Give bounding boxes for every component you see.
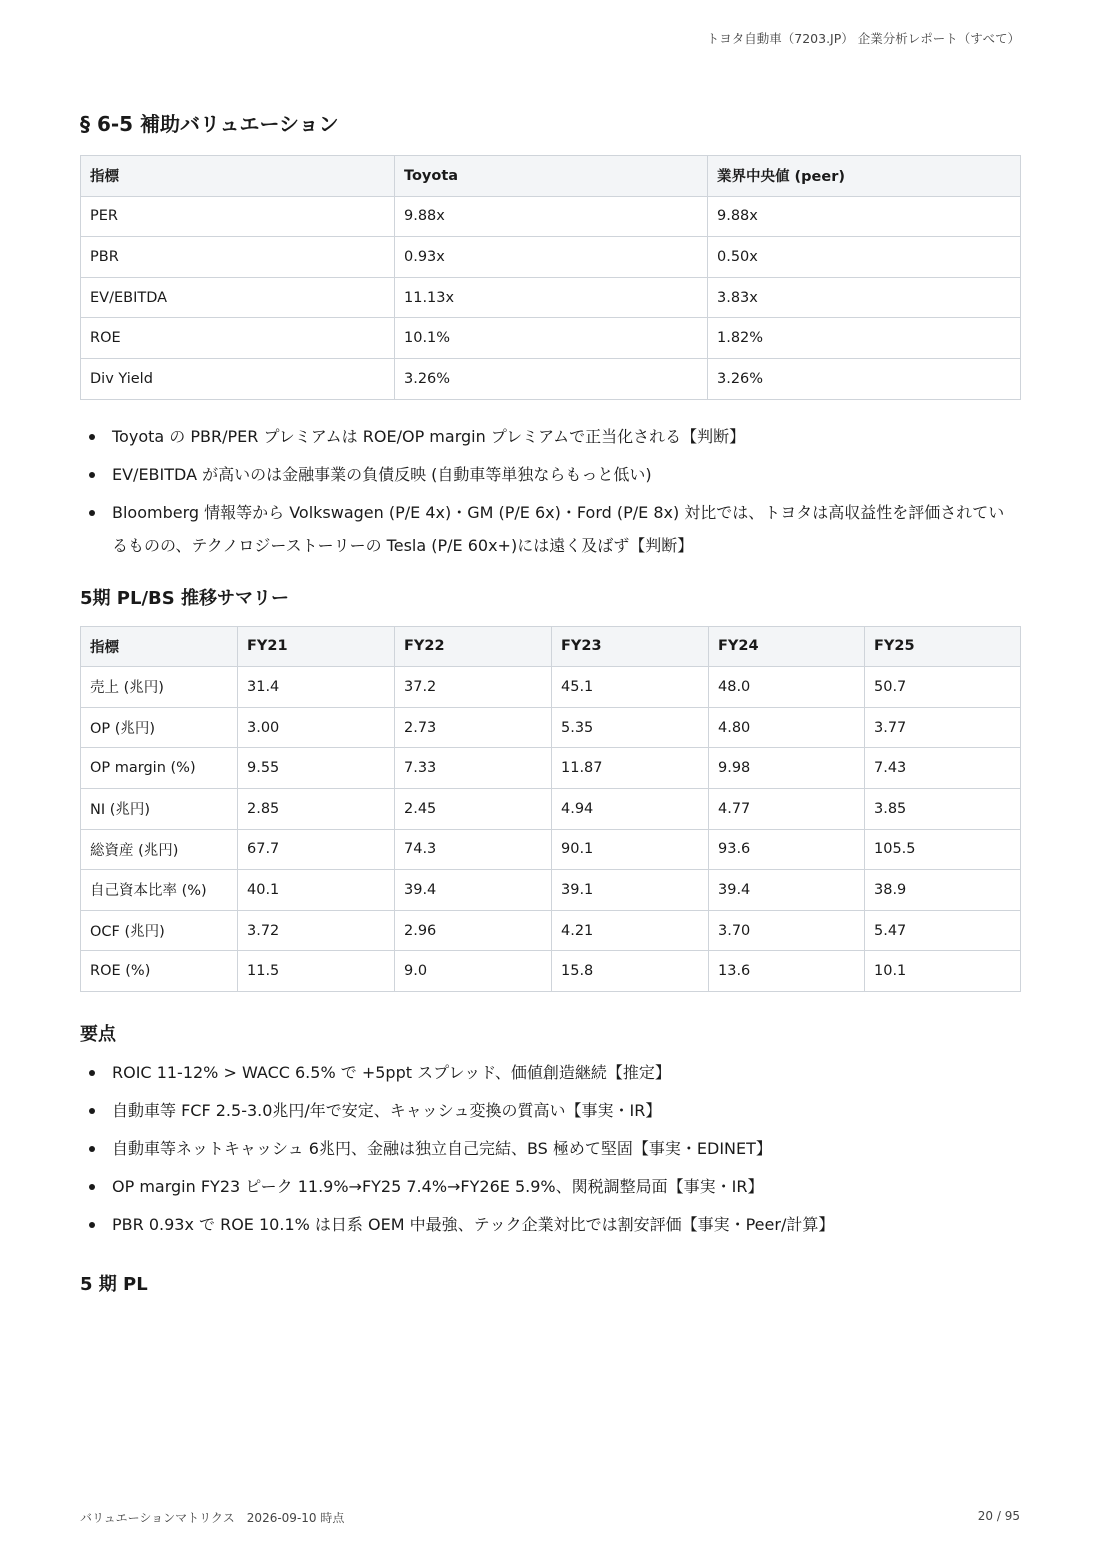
table-row — [81, 707, 1021, 748]
table-cell: 3.00 — [238, 707, 395, 748]
table-cell: 11.5 — [238, 951, 395, 992]
list-item: Bloomberg 情報等から Volkswagen (P/E 4x)・GM (P/E 6x)・Ford (P/E 8x) 対比では、トヨタは高収益性を評価されているものの、テクノロジーストーリーの Tesla (P/E 60x+)には遠く及ばず【判断】 — [80, 496, 1020, 562]
table-cell: Div Yield — [81, 358, 395, 399]
table-row — [81, 237, 1021, 278]
table-row — [81, 788, 1021, 829]
table-cell: 5.47 — [865, 910, 1021, 951]
table-cell: 39.4 — [709, 870, 865, 911]
list-item: ROIC 11-12% > WACC 6.5% で +5ppt スプレッド、価値創造継続【推定】 — [80, 1056, 1020, 1090]
table-cell: 39.4 — [395, 870, 552, 911]
table-cell: 1.82% — [708, 318, 1021, 359]
table-cell: 15.8 — [552, 951, 709, 992]
column-header: 指標 — [81, 626, 238, 667]
valuation-table — [80, 155, 1021, 400]
table-cell: 7.43 — [865, 748, 1021, 789]
page-number: 20 / 95 — [977, 1509, 1020, 1523]
table-cell: 3.85 — [865, 788, 1021, 829]
table-cell: PBR — [81, 237, 395, 278]
table-row — [81, 951, 1021, 992]
column-header: FY24 — [709, 626, 865, 667]
table-row — [81, 318, 1021, 359]
table-cell: NI (兆円) — [81, 788, 238, 829]
table-cell: 2.85 — [238, 788, 395, 829]
table-cell: 2.45 — [395, 788, 552, 829]
table-cell: 9.98 — [709, 748, 865, 789]
table-cell: 11.87 — [552, 748, 709, 789]
table-cell: 4.94 — [552, 788, 709, 829]
table-cell: ROE — [81, 318, 395, 359]
table-row — [81, 667, 1021, 708]
column-header: 業界中央値 (peer) — [708, 156, 1021, 197]
table-cell: 11.13x — [395, 277, 708, 318]
table-cell: 13.6 — [709, 951, 865, 992]
table-cell: 売上 (兆円) — [81, 667, 238, 708]
table-cell: 3.26% — [708, 358, 1021, 399]
table-cell: EV/EBITDA — [81, 277, 395, 318]
page-content — [80, 108, 1020, 1296]
table-cell: 0.93x — [395, 237, 708, 278]
column-header: FY22 — [395, 626, 552, 667]
table-cell: 39.1 — [552, 870, 709, 911]
table-cell: 3.70 — [709, 910, 865, 951]
table-cell: 2.73 — [395, 707, 552, 748]
table-cell: 67.7 — [238, 829, 395, 870]
key-points-title: 要点 — [80, 1023, 116, 1045]
column-header: FY21 — [238, 626, 395, 667]
table-row — [81, 277, 1021, 318]
table-cell: 10.1 — [865, 951, 1021, 992]
table-cell: 2.96 — [395, 910, 552, 951]
table-cell: 48.0 — [709, 667, 865, 708]
table-cell: 3.26% — [395, 358, 708, 399]
column-header: FY23 — [552, 626, 709, 667]
table-cell: 5.35 — [552, 707, 709, 748]
table-header-row — [81, 626, 1021, 667]
summary-table — [80, 626, 1021, 992]
table-cell: 3.77 — [865, 707, 1021, 748]
table-cell: 74.3 — [395, 829, 552, 870]
table-row — [81, 829, 1021, 870]
table-cell: 総資産 (兆円) — [81, 829, 238, 870]
running-header: トヨタ自動車（7203.JP） 企業分析レポート（すべて） — [706, 31, 1020, 46]
table-row — [81, 910, 1021, 951]
table-cell: 9.0 — [395, 951, 552, 992]
table-cell: 90.1 — [552, 829, 709, 870]
table-cell: 4.77 — [709, 788, 865, 829]
table-cell: 0.50x — [708, 237, 1021, 278]
table-cell: ROE (%) — [81, 951, 238, 992]
table-row — [81, 870, 1021, 911]
table-cell: OP margin (%) — [81, 748, 238, 789]
valuation-bullet-list — [80, 420, 1020, 562]
table-cell: 4.80 — [709, 707, 865, 748]
table-cell: 38.9 — [865, 870, 1021, 911]
table-cell: 37.2 — [395, 667, 552, 708]
list-item: Toyota の PBR/PER プレミアムは ROE/OP margin プレミアムで正当化される【判断】 — [80, 420, 1020, 454]
column-header: FY25 — [865, 626, 1021, 667]
table-cell: 50.7 — [865, 667, 1021, 708]
table-row — [81, 748, 1021, 789]
table-cell: OP (兆円) — [81, 707, 238, 748]
table-cell: 93.6 — [709, 829, 865, 870]
table-cell: PER — [81, 196, 395, 237]
footer-section-label: バリュエーションマトリクス 2026-09-10 時点 — [80, 1511, 345, 1525]
table-cell: 4.21 — [552, 910, 709, 951]
list-item: OP margin FY23 ピーク 11.9%→FY25 7.4%→FY26E 5.9%、関税調整局面【事実・IR】 — [80, 1170, 1020, 1204]
table-cell: 40.1 — [238, 870, 395, 911]
table-header-row — [81, 156, 1021, 197]
table-row — [81, 196, 1021, 237]
list-item: 自動車等 FCF 2.5-3.0兆円/年で安定、キャッシュ変換の質高い【事実・IR】 — [80, 1094, 1020, 1128]
table-row — [81, 358, 1021, 399]
key-points-list — [80, 1056, 1020, 1242]
pl-section-title: 5 期 PL — [80, 1273, 148, 1295]
list-item: 自動車等ネットキャッシュ 6兆円、金融は独立自己完結、BS 極めて堅固【事実・EDINET】 — [80, 1132, 1020, 1166]
table-cell: 3.72 — [238, 910, 395, 951]
table-cell: OCF (兆円) — [81, 910, 238, 951]
valuation-section-title: § 6-5 補助バリュエーション — [80, 112, 339, 136]
table-cell: 自己資本比率 (%) — [81, 870, 238, 911]
column-header: 指標 — [81, 156, 395, 197]
list-item: PBR 0.93x で ROE 10.1% は日系 OEM 中最強、テック企業対比では割安評価【事実・Peer/計算】 — [80, 1208, 1020, 1242]
table-cell: 9.88x — [708, 196, 1021, 237]
table-cell: 10.1% — [395, 318, 708, 359]
table-cell: 9.55 — [238, 748, 395, 789]
table-cell: 31.4 — [238, 667, 395, 708]
table-cell: 7.33 — [395, 748, 552, 789]
table-cell: 9.88x — [395, 196, 708, 237]
table-cell: 45.1 — [552, 667, 709, 708]
column-header: Toyota — [395, 156, 708, 197]
list-item: EV/EBITDA が高いのは金融事業の負債反映 (自動車等単独ならもっと低い) — [80, 458, 1020, 492]
table-cell: 105.5 — [865, 829, 1021, 870]
table-cell: 3.83x — [708, 277, 1021, 318]
summary-section-title: 5期 PL/BS 推移サマリー — [80, 587, 289, 609]
